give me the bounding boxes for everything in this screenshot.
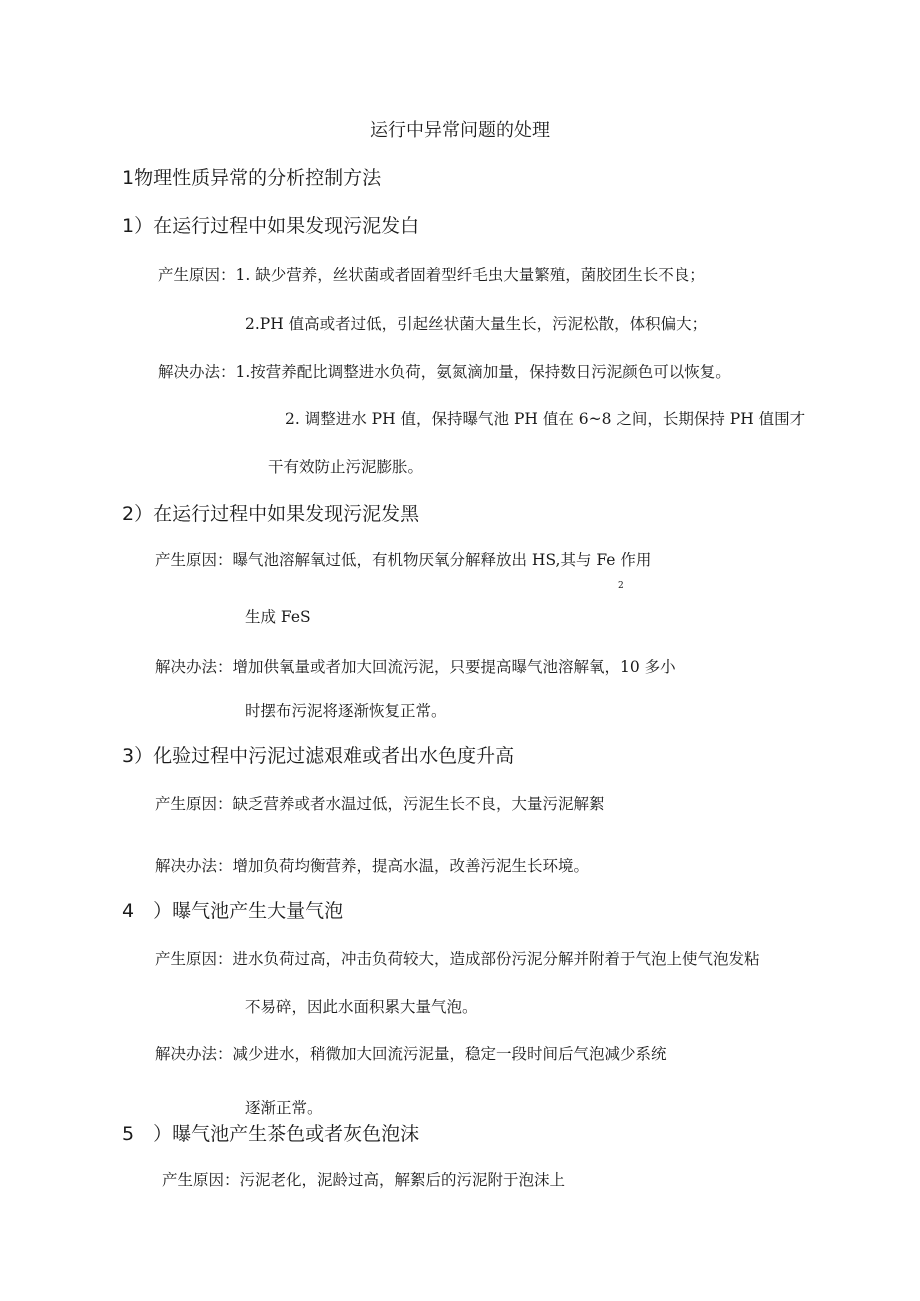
item-2-cause-subscript: 2 [618,581,624,591]
section-heading: 1物理性质异常的分析控制方法 [122,167,382,189]
item-4-solution-line-1: 解决办法：减少进水，稍微加大回流污泥量，稳定一段时间后气泡减少系统 [155,1045,667,1063]
item-5-heading: 5 ）曝气池产生茶色或者灰色泡沫 [122,1123,420,1145]
item-1-solution-line-2: 2. 调整进水 PH 值，保持曝气池 PH 值在 6~8 之间，长期保持 PH 值围才 [285,410,806,428]
item-3-cause-line-1: 产生原因：缺乏营养或者水温过低，污泥生长不良，大量污泥解絮 [155,795,605,813]
item-2-cause-line-2: 生成 FeS [245,608,311,626]
item-1-heading: 1）在运行过程中如果发现污泥发白 [122,215,420,237]
item-4-solution-line-2: 逐渐正常。 [245,1099,323,1117]
item-5-cause-line-1: 产生原因：污泥老化，泥龄过高，解絮后的污泥附于泡沫上 [162,1171,566,1189]
item-1-cause-line-2: 2.PH 值高或者过低，引起丝状菌大量生长，污泥松散，体积偏大； [245,315,708,333]
item-1-cause-line-1: 产生原因：1. 缺少营养，丝状菌或者固着型纤毛虫大量繁殖，菌胶团生长不良； [158,266,705,284]
item-4-cause-line-1: 产生原因：进水负荷过高，冲击负荷较大，造成部份污泥分解并附着于气泡上使气泡发粘 [155,950,760,968]
item-2-solution-line-1: 解决办法：增加供氧量或者加大回流污泥，只要提高曝气池溶解氧，10 多小 [155,658,676,676]
item-3-solution-line-1: 解决办法：增加负荷均衡营养，提高水温，改善污泥生长环境。 [155,857,590,875]
item-1-solution-line-3: 干有效防止污泥膨胀。 [268,458,424,476]
item-4-heading: 4 ）曝气池产生大量气泡 [122,900,344,922]
item-3-heading: 3）化验过程中污泥过滤艰难或者出水色度升高 [122,745,515,767]
item-2-solution-line-2: 时摆布污泥将逐渐恢复正常。 [245,702,447,720]
item-2-cause-line-1: 产生原因：曝气池溶解氧过低，有机物厌氧分解释放出 HS,其与 Fe 作用 [155,551,652,569]
item-1-solution-line-1: 解决办法：1.按营养配比调整进水负荷，氨氮滴加量，保持数日污泥颜色可以恢复。 [158,363,731,381]
item-4-cause-line-2: 不易碎，因此水面积累大量气泡。 [245,998,478,1016]
item-2-heading: 2）在运行过程中如果发现污泥发黑 [122,503,420,525]
document-title: 运行中异常问题的处理 [370,120,550,141]
